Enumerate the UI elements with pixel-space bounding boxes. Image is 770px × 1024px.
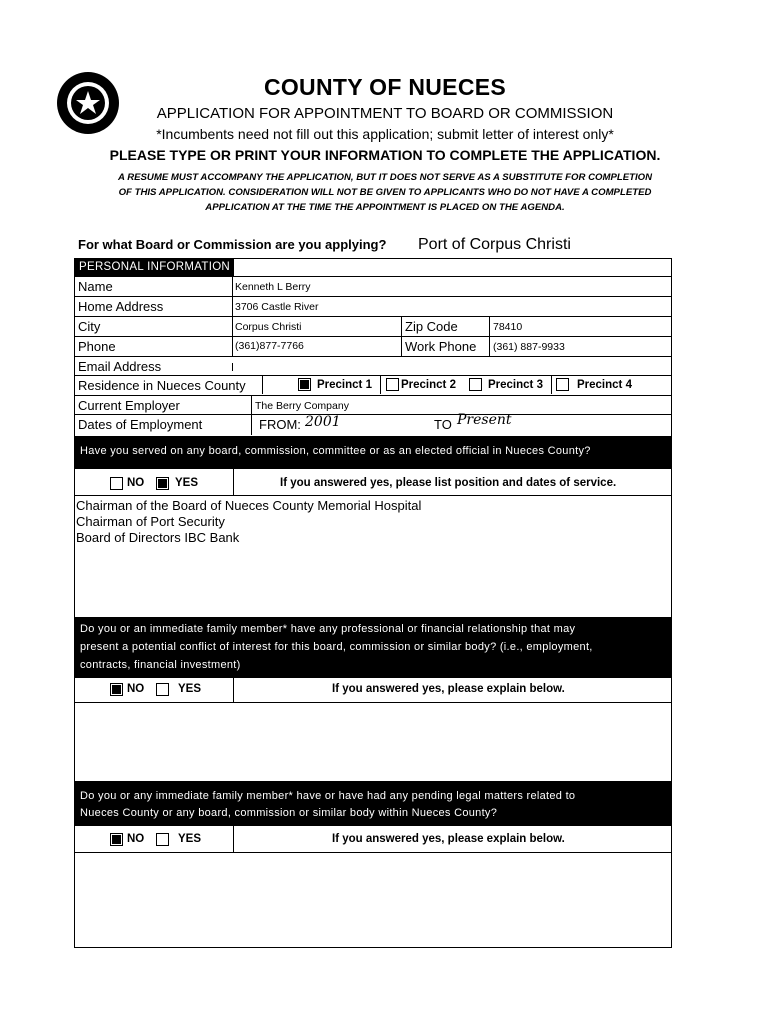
form-subtitle: APPLICATION FOR APPOINTMENT TO BOARD OR COMMISSION (156, 105, 614, 122)
precinct-2-label: Precinct 2 (401, 379, 456, 391)
precinct-1-label: Precinct 1 (317, 379, 372, 391)
q1-no-checkbox[interactable] (110, 477, 123, 490)
q1-question-bar (74, 436, 672, 469)
precinct-3-label: Precinct 3 (488, 379, 543, 391)
divider (74, 356, 672, 357)
divider (262, 376, 263, 394)
divider (74, 375, 672, 376)
home-address-label: Home Address (78, 299, 164, 314)
dates-of-employment-label: Dates of Employment (78, 417, 203, 432)
q1-yes-label: YES (175, 477, 199, 489)
name-field[interactable]: Kenneth L Berry (235, 281, 311, 293)
precinct-4-label: Precinct 4 (577, 379, 632, 391)
divider (232, 276, 672, 277)
name-label: Name (78, 279, 113, 294)
q3-question-line-2: Nueces County or any board, commission or similar body within Nueces County? (80, 807, 498, 819)
divider (232, 363, 233, 371)
personal-info-header (74, 258, 234, 276)
precinct-4-checkbox[interactable] (556, 378, 569, 391)
divider (74, 495, 672, 496)
divider (74, 395, 672, 396)
form-title: COUNTY OF NUECES (263, 74, 507, 100)
precinct-3-checkbox[interactable] (469, 378, 482, 391)
divider (74, 852, 672, 853)
divider (74, 296, 672, 297)
q1-response-line: Chairman of Port Security (76, 514, 225, 529)
q2-question-bar (74, 617, 672, 678)
divider (233, 469, 234, 495)
q2-question-line-2: present a potential conflict of interest for this board, commission or similar body? (i.e., employment, (80, 641, 593, 653)
q3-yes-label: YES (178, 833, 202, 845)
q3-no-label: NO (127, 833, 145, 845)
precinct-2-checkbox[interactable] (386, 378, 399, 391)
current-employer-field[interactable]: The Berry Company (255, 400, 349, 412)
zip-code-label: Zip Code (405, 319, 458, 334)
incumbents-note: *Incumbents need not fill out this application; submit letter of interest only* (156, 126, 614, 142)
q3-response-area[interactable] (76, 854, 670, 946)
q1-response-area[interactable] (76, 498, 421, 546)
q2-yes-checkbox[interactable] (156, 683, 169, 696)
phone-field[interactable]: (361)877-7766 (235, 340, 304, 352)
q2-question-line-1: Do you or an immediate family member* have any professional or financial relationship that may (80, 623, 576, 635)
q1-response-line: Chairman of the Board of Nueces County Memorial Hospital (76, 498, 422, 513)
divider (233, 826, 234, 852)
home-address-field[interactable]: 3706 Castle River (235, 301, 319, 313)
from-label: FROM: (259, 417, 301, 432)
notice-line-2: OF THIS APPLICATION. CONSIDERATION WILL NOT BE GIVEN TO APPLICANTS WHO DO NOT HAVE A COMPLETED (118, 187, 652, 198)
divider (251, 395, 252, 435)
city-label: City (78, 319, 101, 334)
q1-no-label: NO (127, 477, 145, 489)
residence-label: Residence in Nueces County (78, 378, 246, 393)
q2-instruction: If you answered yes, please explain below. (332, 683, 565, 695)
divider (74, 336, 672, 337)
zip-code-field[interactable]: 78410 (493, 321, 523, 333)
q3-yes-checkbox[interactable] (156, 833, 169, 846)
work-phone-label: Work Phone (405, 339, 477, 354)
divider (233, 678, 234, 702)
q1-response-line: Board of Directors IBC Bank (76, 530, 240, 545)
city-field[interactable]: Corpus Christi (235, 321, 302, 333)
notice-line-1: A RESUME MUST ACCOMPANY THE APPLICATION, BUT IT DOES NOT SERVE AS A SUBSTITUTE FOR COMPLETION (117, 172, 653, 183)
to-label: TO (434, 417, 452, 432)
divider (74, 702, 672, 703)
email-address-label: Email Address (78, 359, 162, 374)
divider (74, 276, 234, 277)
board-answer-field[interactable]: Port of Corpus Christi (418, 236, 571, 253)
board-question-label: For what Board or Commission are you applying? (78, 237, 387, 252)
q2-no-checkbox[interactable] (110, 683, 123, 696)
work-phone-field[interactable]: (361) 887-9933 (493, 341, 565, 353)
form-instruction: PLEASE TYPE OR PRINT YOUR INFORMATION TO COMPLETE THE APPLICATION. (109, 147, 661, 163)
divider (74, 414, 672, 415)
q2-no-label: NO (127, 683, 145, 695)
divider (489, 316, 490, 356)
q3-question-line-1: Do you or any immediate family member* have or have had any pending legal matters related to (80, 790, 576, 802)
q3-instruction: If you answered yes, please explain below. (332, 833, 565, 845)
resume-notice (80, 170, 690, 215)
notice-line-3: APPLICATION AT THE TIME THE APPOINTMENT IS PLACED ON THE AGENDA. (205, 202, 565, 213)
divider (74, 316, 672, 317)
q3-no-checkbox[interactable] (110, 833, 123, 846)
precinct-1-checkbox[interactable] (298, 378, 311, 391)
divider (232, 276, 233, 356)
from-date-field[interactable]: 2001 (305, 414, 341, 430)
q1-yes-checkbox[interactable] (156, 477, 169, 490)
divider (380, 376, 381, 394)
q2-question-line-3: contracts, financial investment) (80, 659, 241, 671)
divider (551, 376, 552, 394)
q1-question: Have you served on any board, commission, committee or as an elected official in Nueces County? (80, 445, 591, 457)
phone-label: Phone (78, 339, 116, 354)
personal-info-heading: PERSONAL INFORMATION (79, 261, 231, 273)
to-date-field[interactable]: Present (457, 412, 512, 428)
q2-response-area[interactable] (76, 704, 670, 780)
q1-instruction: If you answered yes, please list position and dates of service. (280, 477, 617, 489)
q2-yes-label: YES (178, 683, 202, 695)
current-employer-label: Current Employer (78, 398, 180, 413)
divider (401, 316, 402, 356)
q3-question-bar (74, 781, 672, 826)
